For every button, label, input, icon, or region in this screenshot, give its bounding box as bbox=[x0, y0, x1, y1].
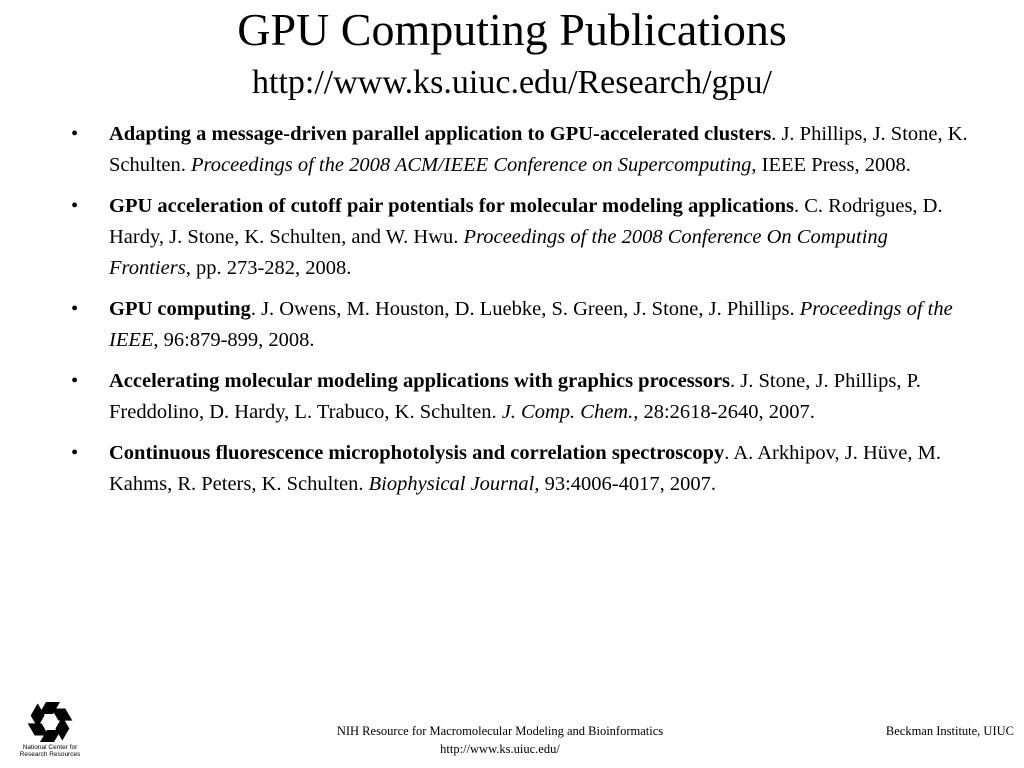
publication-authors: . J. Phillips, J. Stone, K. Schulten. bbox=[109, 123, 968, 176]
publication-item bbox=[70, 366, 970, 428]
footer-resource-name: NIH Resource for Macromolecular Modeling and Bioinformatics bbox=[336, 724, 664, 738]
publication-venue: J. Comp. Chem. bbox=[501, 401, 634, 423]
publication-title: Accelerating molecular modeling applications with graphics processors bbox=[109, 370, 731, 392]
logo-caption-line: Research Resources bbox=[19, 751, 81, 758]
publication-details: , 96:879-899, 2008. bbox=[153, 329, 315, 351]
footer-center bbox=[250, 722, 750, 758]
publication-venue: Proceedings of the 2008 Conference On Computing Frontiers bbox=[109, 226, 888, 279]
publication-list bbox=[70, 119, 970, 510]
bullet: • bbox=[71, 442, 79, 464]
publication-title: Continuous fluorescence microphotolysis and correlation spectroscopy bbox=[109, 442, 725, 464]
logo-caption bbox=[16, 744, 84, 758]
publication-details: , IEEE Press, 2008. bbox=[751, 154, 911, 176]
ncrr-logo-mark-icon bbox=[16, 700, 84, 744]
ncrr-logo bbox=[16, 700, 84, 762]
footer-institute: Beckman Institute, UIUC bbox=[885, 724, 1014, 738]
slide-subtitle-url[interactable]: http://www.ks.uiuc.edu/Research/gpu/ bbox=[252, 64, 772, 101]
bullet: • bbox=[71, 298, 79, 320]
bullet: • bbox=[71, 123, 79, 145]
logo-caption-line: National Center for bbox=[22, 744, 78, 751]
publication-venue: Biophysical Journal bbox=[368, 473, 535, 495]
publication-venue: Proceedings of the IEEE bbox=[109, 298, 953, 351]
publication-venue: Proceedings of the 2008 ACM/IEEE Conference on Supercomputing bbox=[191, 154, 752, 176]
publication-authors: . J. Stone, J. Phillips, P. Freddolino, D. Hardy, L. Trabuco, K. Schulten. bbox=[109, 370, 921, 423]
publication-details: , pp. 273-282, 2008. bbox=[185, 257, 352, 279]
publication-item bbox=[70, 294, 970, 356]
bullet: • bbox=[71, 370, 79, 392]
slide-title: GPU Computing Publications bbox=[237, 4, 787, 55]
publication-item bbox=[70, 438, 970, 500]
publication-item bbox=[70, 119, 970, 181]
publication-authors: . C. Rodrigues, D. Hardy, J. Stone, K. Schulten, and W. Hwu. bbox=[109, 195, 943, 248]
publication-details: , 93:4006-4017, 2007. bbox=[534, 473, 716, 495]
publication-details: , 28:2618-2640, 2007. bbox=[633, 401, 815, 423]
publication-authors: . A. Arkhipov, J. Hüve, M. Kahms, R. Peters, K. Schulten. bbox=[109, 442, 941, 495]
publication-item bbox=[70, 191, 970, 284]
footer-url[interactable]: http://www.ks.uiuc.edu/ bbox=[440, 742, 560, 756]
publication-title: GPU computing bbox=[109, 298, 251, 320]
bullet: • bbox=[71, 195, 79, 217]
publication-title: Adapting a message-driven parallel application to GPU-accelerated clusters bbox=[109, 123, 772, 145]
publication-authors: . J. Owens, M. Houston, D. Luebke, S. Green, J. Stone, J. Phillips. bbox=[250, 298, 800, 320]
publication-title: GPU acceleration of cutoff pair potentials for molecular modeling applications bbox=[109, 195, 794, 217]
